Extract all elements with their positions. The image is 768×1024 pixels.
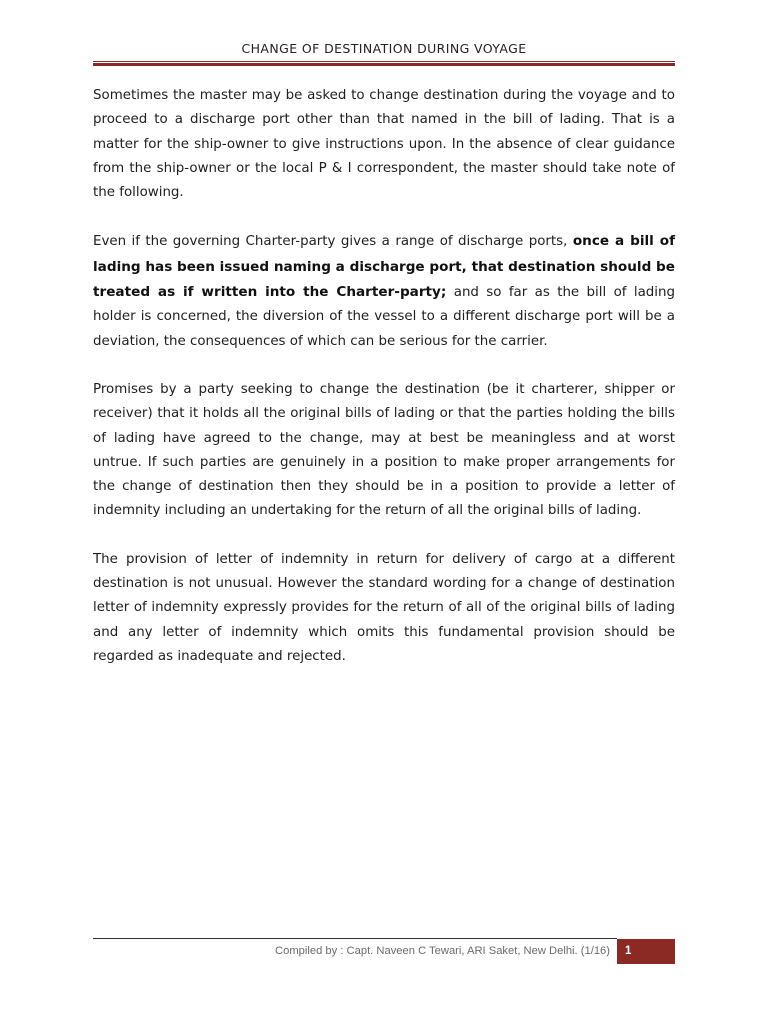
paragraph-2-emphasis: once a bill of lading has been issued naming a discharge port, that destination should be treated as if written into the Charter-party; (93, 233, 675, 301)
paragraph-4: The provision of letter of indemnity in return for delivery of cargo at a different destination is not unusual. However the standard wording for a change of destination letter of indemnity expressly provides for the return of all of the original bills of lading and any letter of indemnity which omits this fundamental provision should be regarded as inadequate and rejected. (93, 551, 675, 664)
paragraph-2 (93, 229, 675, 353)
header-divider-thin (93, 61, 675, 62)
document-body (93, 84, 675, 693)
page-number: 1 (625, 945, 632, 957)
paragraph-2-rest: and so far as the bill of lading holder is concerned, the diversion of the vessel to a different discharge port will be a deviation, the consequences of which can be serious for the carrier. (93, 285, 675, 349)
paragraph-2-intro: Even if the governing Charter-party gives a range of discharge ports, (93, 234, 573, 250)
page-number-badge (617, 939, 675, 964)
page-title: CHANGE OF DESTINATION DURING VOYAGE (241, 41, 527, 56)
paragraph-1: Sometimes the master may be asked to change destination during the voyage and to proceed to a discharge port other than that named in the bill of lading. That is a matter for the ship-owner to give instructions upon. In the absence of clear guidance from the ship-owner or the local P & I correspondent, the master should take note of the following. (93, 88, 675, 201)
footer-credit: Compiled by : Capt. Naveen C Tewari, ARI Saket, New Delhi. (1/16) (275, 945, 610, 957)
header-divider-thick (93, 63, 675, 66)
paragraph-3: Promises by a party seeking to change the destination (be it charterer, shipper or receiver) that it holds all the original bills of lading or that the parties holding the bills of lading have agreed to the change, may at best be meaningless and at worst untrue. If such parties are genuinely in a position to make proper arrangements for the change of destination then they should be in a position to provide a letter of indemnity including an undertaking for the return of all the original bills of lading. (93, 381, 675, 519)
